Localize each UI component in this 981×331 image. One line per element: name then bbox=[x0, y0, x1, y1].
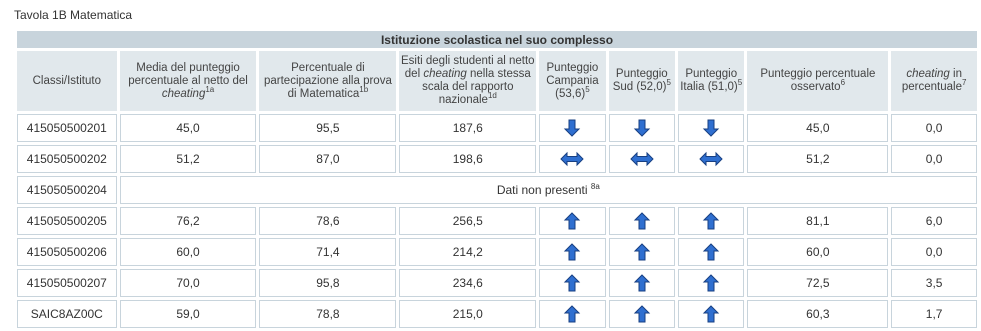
column-header-row bbox=[17, 51, 977, 111]
cell-italia bbox=[678, 145, 744, 173]
header-text: Punteggio percentuale osservato bbox=[760, 68, 876, 93]
cell-campania bbox=[539, 238, 605, 266]
group-header: Istituzione scolastica nel suo complesso bbox=[17, 31, 977, 48]
cell-campania bbox=[539, 145, 605, 173]
cell-cheating: 0,0 bbox=[891, 238, 977, 266]
header-text: Esiti degli studenti al netto del bbox=[400, 55, 535, 80]
header-text: Punteggio Italia (51,0) bbox=[680, 68, 738, 93]
cell-classe-istituto: 415050500202 bbox=[17, 145, 117, 173]
table-title: Tavola 1B Matematica bbox=[14, 8, 133, 22]
cell-cheating: 3,5 bbox=[891, 269, 977, 297]
footnote-ref: 1a bbox=[205, 84, 215, 94]
table-row bbox=[17, 300, 977, 328]
header-italic: cheating bbox=[161, 87, 206, 100]
cell-osservato: 51,2 bbox=[747, 145, 888, 173]
cell-osservato: 81,1 bbox=[747, 207, 888, 235]
arrow-up-icon bbox=[560, 305, 584, 323]
results-table bbox=[14, 28, 980, 331]
col-media-header bbox=[120, 51, 257, 111]
cell-partecipazione: 87,0 bbox=[259, 145, 396, 173]
footnote-ref: 5 bbox=[737, 78, 743, 88]
cell-media: 45,0 bbox=[120, 114, 257, 142]
no-data-text: Dati non presenti bbox=[496, 183, 588, 197]
cell-esiti: 234,6 bbox=[399, 269, 536, 297]
footnote-ref: 5 bbox=[585, 84, 590, 94]
cell-osservato: 60,3 bbox=[747, 300, 888, 328]
cell-osservato: 72,5 bbox=[747, 269, 888, 297]
cell-esiti: 256,5 bbox=[399, 207, 536, 235]
arrow-up-icon bbox=[699, 305, 723, 323]
arrow-down-icon bbox=[560, 119, 584, 137]
arrow-up-icon bbox=[630, 274, 654, 292]
cell-partecipazione: 95,8 bbox=[259, 269, 396, 297]
cell-classe-istituto: 415050500206 bbox=[17, 238, 117, 266]
arrow-down-icon bbox=[630, 119, 654, 137]
cell-italia bbox=[678, 269, 744, 297]
arrow-up-icon bbox=[560, 212, 584, 230]
arrow-up-icon bbox=[699, 212, 723, 230]
cell-partecipazione: 78,6 bbox=[259, 207, 396, 235]
table-body bbox=[17, 114, 977, 328]
col-italia-header bbox=[678, 51, 744, 111]
cell-cheating: 0,0 bbox=[891, 114, 977, 142]
cell-sud bbox=[609, 145, 675, 173]
cell-media: 70,0 bbox=[120, 269, 257, 297]
cell-sud bbox=[609, 207, 675, 235]
col-campania-header bbox=[539, 51, 605, 111]
cell-partecipazione: 95,5 bbox=[259, 114, 396, 142]
col-classi-header bbox=[17, 51, 117, 111]
cell-classe-istituto: 415050500204 bbox=[17, 176, 117, 204]
cell-classe-istituto: 415050500205 bbox=[17, 207, 117, 235]
cell-italia bbox=[678, 238, 744, 266]
col-esiti-header bbox=[399, 51, 536, 111]
arrow-up-icon bbox=[560, 243, 584, 261]
no-data-cell bbox=[120, 176, 977, 204]
footnote-ref: 6 bbox=[840, 78, 846, 88]
cell-classe-istituto: SAIC8AZ00C bbox=[17, 300, 117, 328]
cell-campania bbox=[539, 300, 605, 328]
header-text-post: nella stessa scala del rapporto nazionale bbox=[422, 68, 531, 106]
header-italic: cheating bbox=[906, 68, 950, 80]
cell-sud bbox=[609, 300, 675, 328]
cell-classe-istituto: 415050500207 bbox=[17, 269, 117, 297]
cell-esiti: 214,2 bbox=[399, 238, 536, 266]
cell-italia bbox=[678, 114, 744, 142]
table-row bbox=[17, 176, 977, 204]
arrow-up-icon bbox=[699, 274, 723, 292]
cell-osservato: 60,0 bbox=[747, 238, 888, 266]
cell-sud bbox=[609, 114, 675, 142]
arrow-up-icon bbox=[630, 212, 654, 230]
cell-italia bbox=[678, 300, 744, 328]
table-row bbox=[17, 145, 977, 173]
cell-classe-istituto: 415050500201 bbox=[17, 114, 117, 142]
footnote-ref: 7 bbox=[961, 78, 967, 88]
cell-esiti: 215,0 bbox=[399, 300, 536, 328]
footnote-ref: 1b bbox=[359, 84, 369, 94]
cell-media: 59,0 bbox=[120, 300, 257, 328]
cell-esiti: 187,6 bbox=[399, 114, 536, 142]
footnote-ref: 5 bbox=[666, 78, 671, 88]
table-row bbox=[17, 269, 977, 297]
arrow-up-icon bbox=[560, 274, 584, 292]
arrow-up-icon bbox=[630, 305, 654, 323]
arrow-down-icon bbox=[699, 119, 723, 137]
cell-italia bbox=[678, 207, 744, 235]
header-text: Percentuale di partecipazione alla prova di Matematica bbox=[263, 61, 392, 100]
header-text: Media del punteggio percentuale al netto del bbox=[128, 61, 248, 87]
cell-campania bbox=[539, 114, 605, 142]
cell-media: 76,2 bbox=[120, 207, 257, 235]
footnote-ref: 8a bbox=[590, 182, 600, 191]
header-italic: cheating bbox=[423, 68, 467, 80]
cell-media: 51,2 bbox=[120, 145, 257, 173]
table-row bbox=[17, 114, 977, 142]
col-sud-header bbox=[609, 51, 675, 111]
arrow-up-icon bbox=[699, 243, 723, 261]
cell-esiti: 198,6 bbox=[399, 145, 536, 173]
cell-sud bbox=[609, 238, 675, 266]
cell-media: 60,0 bbox=[120, 238, 257, 266]
table-row bbox=[17, 238, 977, 266]
cell-partecipazione: 78,8 bbox=[259, 300, 396, 328]
cell-cheating: 6,0 bbox=[891, 207, 977, 235]
footnote-ref: 1d bbox=[487, 91, 497, 101]
col-cheating-header bbox=[891, 51, 977, 111]
cell-campania bbox=[539, 269, 605, 297]
header-text: Classi/Istituto bbox=[32, 74, 101, 87]
col-partecipazione-header bbox=[259, 51, 396, 111]
arrow-left-right-icon bbox=[560, 150, 584, 168]
cell-osservato: 45,0 bbox=[747, 114, 888, 142]
arrow-up-icon bbox=[630, 243, 654, 261]
cell-sud bbox=[609, 269, 675, 297]
col-osservato-header bbox=[747, 51, 888, 111]
arrow-left-right-icon bbox=[630, 150, 654, 168]
header-text: Punteggio Sud (52,0) bbox=[612, 68, 668, 93]
cell-partecipazione: 71,4 bbox=[259, 238, 396, 266]
cell-cheating: 1,7 bbox=[891, 300, 977, 328]
header-text-post: in percentuale bbox=[901, 68, 962, 93]
cell-cheating: 0,0 bbox=[891, 145, 977, 173]
arrow-left-right-icon bbox=[699, 150, 723, 168]
cell-campania bbox=[539, 207, 605, 235]
header-text: Punteggio Campania (53,6) bbox=[546, 61, 599, 100]
table-row bbox=[17, 207, 977, 235]
